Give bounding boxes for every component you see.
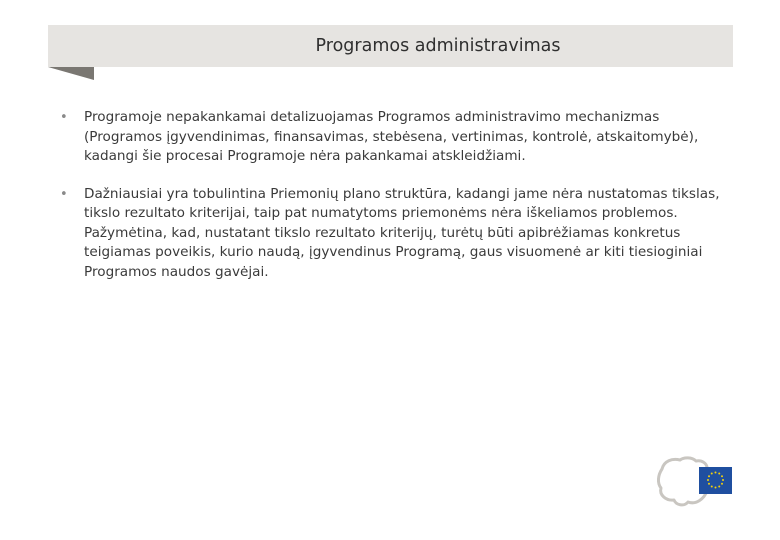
bullet-item xyxy=(60,185,720,283)
lithuania-map-eu-flag-icon xyxy=(654,455,734,509)
title-bar xyxy=(48,25,733,67)
bullet-item xyxy=(60,108,720,167)
bullet-dot-icon: • xyxy=(60,186,68,202)
bullet-text: Programoje nepakankamai detalizuojamas Programos administravimo mechanizmas (Programos įgyvendinimas, finansavimas, stebėsena, vertinimas, kontrolė, atskaitomybė), kadangi šie procesai Programoje nėra pakankamai atskleidžiami. xyxy=(84,109,699,164)
title-tab-decoration xyxy=(48,67,94,80)
eu-flag xyxy=(699,467,732,494)
bullet-list xyxy=(60,108,720,300)
bullet-dot-icon: • xyxy=(60,110,68,125)
slide-title: Programos administravimas xyxy=(315,36,561,56)
bullet-text: Dažniausiai yra tobulintina Priemonių plano struktūra, kadangi jame nėra nustatomas tikslas, tikslo rezultato kriterijai, taip pat numatytoms priemonėms nėra iškeliamos problemos. Pažymėtina, kad, nustatant tikslo rezultato kriterijų, turėtų būti apibrėžiamas konkretus teigiamas poveikis, kurio naudą, įgyvendinus Programą, gaus visuomenė ar kiti tiesioginiai Programos naudos gavėjai. xyxy=(84,185,720,280)
